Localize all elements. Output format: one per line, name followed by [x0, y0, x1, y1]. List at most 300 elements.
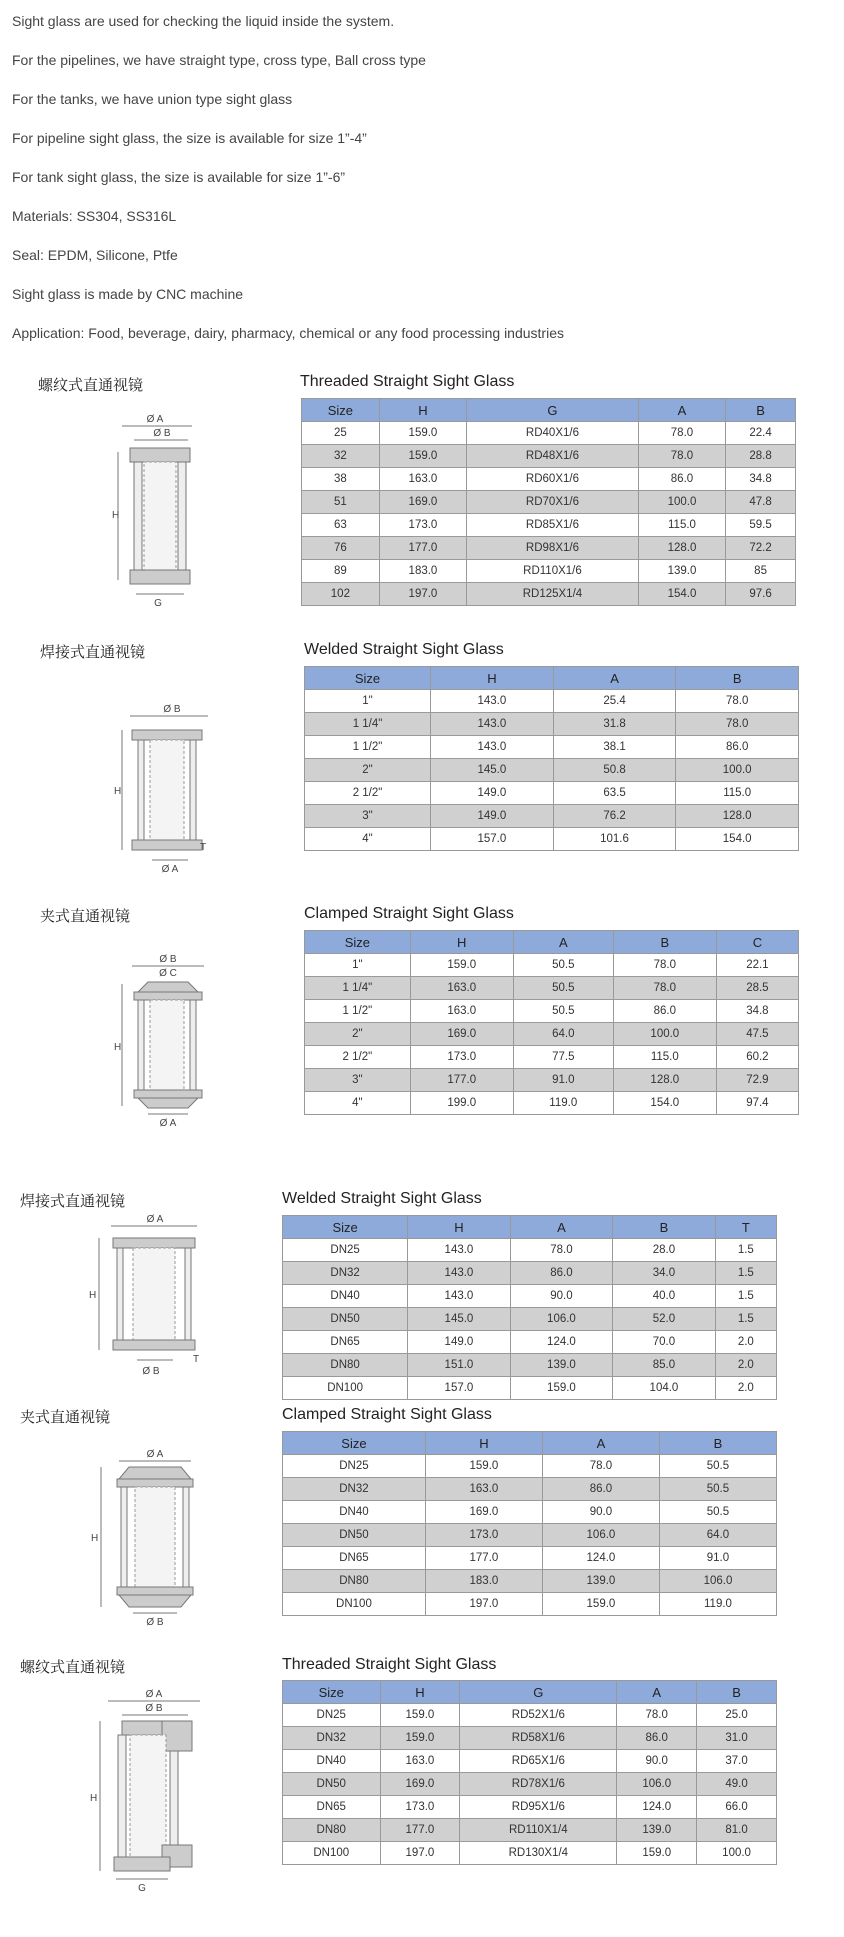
column-header: B	[726, 399, 796, 422]
table-cell: 151.0	[408, 1354, 511, 1377]
table-cell: 86.0	[676, 736, 799, 759]
table-cell: 76	[302, 537, 380, 560]
column-header: B	[697, 1681, 777, 1704]
table-cell: 159.0	[542, 1593, 659, 1616]
table-cell: 154.0	[638, 583, 725, 606]
table-cell: 25.4	[553, 690, 676, 713]
table-cell: DN32	[283, 1727, 381, 1750]
table-cell: 1.5	[715, 1262, 776, 1285]
table-cell: 89	[302, 560, 380, 583]
spec-table	[282, 1431, 777, 1616]
column-header: A	[542, 1432, 659, 1455]
table-cell: RD110X1/6	[467, 560, 639, 583]
section-title: Welded Straight Sight Glass	[282, 1190, 482, 1207]
table-cell: 115.0	[638, 514, 725, 537]
table-cell: RD48X1/6	[467, 445, 639, 468]
table-row	[283, 1331, 777, 1354]
table-cell: 91.0	[513, 1069, 613, 1092]
table-cell: DN80	[283, 1570, 426, 1593]
table-cell: 100.0	[613, 1023, 716, 1046]
table-cell: 128.0	[638, 537, 725, 560]
table-row	[283, 1819, 777, 1842]
dim-label: Ø B	[163, 704, 181, 715]
clamped-sight-glass-drawing	[85, 1445, 205, 1630]
table-row	[305, 977, 799, 1000]
table-cell: 159.0	[425, 1455, 542, 1478]
table-cell: 38	[302, 468, 380, 491]
column-header: Size	[283, 1216, 408, 1239]
column-header: H	[425, 1432, 542, 1455]
clamped-sight-glass-drawing	[108, 950, 218, 1130]
table-cell: RD65X1/6	[460, 1750, 617, 1773]
table-cell: 38.1	[553, 736, 676, 759]
table-cell: 90.0	[617, 1750, 697, 1773]
table-cell: 173.0	[425, 1524, 542, 1547]
column-header: H	[379, 399, 466, 422]
table-cell: 128.0	[676, 805, 799, 828]
table-cell: 64.0	[659, 1524, 776, 1547]
table-cell: 169.0	[425, 1501, 542, 1524]
table-cell: 76.2	[553, 805, 676, 828]
spec-table	[282, 1680, 777, 1865]
table-cell: 22.1	[716, 954, 798, 977]
table-cell: 50.5	[659, 1455, 776, 1478]
table-row	[283, 1501, 777, 1524]
table-cell: DN100	[283, 1842, 381, 1865]
table-cell: 86.0	[617, 1727, 697, 1750]
table-cell: 177.0	[425, 1547, 542, 1570]
table-row	[305, 1092, 799, 1115]
table-cell: 183.0	[425, 1570, 542, 1593]
table-cell: 115.0	[676, 782, 799, 805]
table-cell: 2 1/2"	[305, 1046, 411, 1069]
table-cell: 59.5	[726, 514, 796, 537]
dim-label: Ø A	[146, 414, 164, 425]
table-cell: 63	[302, 514, 380, 537]
table-cell: 78.0	[617, 1704, 697, 1727]
dim-label: T	[193, 1354, 200, 1365]
column-header: B	[659, 1432, 776, 1455]
table-cell: 72.2	[726, 537, 796, 560]
table-cell: 81.0	[697, 1819, 777, 1842]
table-cell: 100.0	[697, 1842, 777, 1865]
table-cell: 51	[302, 491, 380, 514]
dim-label: Ø B	[145, 1703, 163, 1714]
table-cell: 4"	[305, 1092, 411, 1115]
table-cell: 50.5	[513, 954, 613, 977]
intro-line: For pipeline sight glass, the size is available for size 1”-4”	[12, 130, 367, 146]
table-row	[302, 422, 796, 445]
dim-label: H	[114, 786, 122, 797]
table-cell: 143.0	[408, 1262, 511, 1285]
section-chinese-title: 焊接式直通视镜	[20, 1192, 126, 1210]
table-row	[305, 736, 799, 759]
table-cell: 34.8	[716, 1000, 798, 1023]
table-cell: 124.0	[542, 1547, 659, 1570]
table-cell: 28.8	[726, 445, 796, 468]
table-cell: DN40	[283, 1285, 408, 1308]
table-cell: 1"	[305, 954, 411, 977]
table-cell: 52.0	[613, 1308, 716, 1331]
table-cell: 50.5	[659, 1501, 776, 1524]
table-cell: RD58X1/6	[460, 1727, 617, 1750]
table-row	[283, 1455, 777, 1478]
intro-line: For tank sight glass, the size is available for size 1”-6”	[12, 169, 346, 185]
table-cell: 1.5	[715, 1285, 776, 1308]
table-cell: 90.0	[510, 1285, 613, 1308]
table-cell: 100.0	[638, 491, 725, 514]
table-cell: DN25	[283, 1239, 408, 1262]
table-row	[305, 759, 799, 782]
table-cell: 50.5	[513, 977, 613, 1000]
section-title: Welded Straight Sight Glass	[304, 641, 504, 658]
intro-line: Materials: SS304, SS316L	[12, 208, 177, 224]
intro-line: Seal: EPDM, Silicone, Ptfe	[12, 247, 178, 263]
table-cell: RD130X1/4	[460, 1842, 617, 1865]
table-cell: 2.0	[715, 1377, 776, 1400]
table-cell: 139.0	[510, 1354, 613, 1377]
table-cell: 97.4	[716, 1092, 798, 1115]
table-cell: DN65	[283, 1331, 408, 1354]
table-cell: 149.0	[408, 1331, 511, 1354]
table-cell: 163.0	[410, 977, 513, 1000]
table-cell: 159.0	[379, 422, 466, 445]
table-cell: 143.0	[408, 1239, 511, 1262]
table-cell: 115.0	[613, 1046, 716, 1069]
table-cell: 104.0	[613, 1377, 716, 1400]
table-cell: 159.0	[380, 1704, 460, 1727]
table-cell: 28.5	[716, 977, 798, 1000]
table-cell: 169.0	[410, 1023, 513, 1046]
table-cell: 32	[302, 445, 380, 468]
table-cell: 159.0	[380, 1727, 460, 1750]
section-title: Threaded Straight Sight Glass	[300, 373, 515, 390]
table-cell: 90.0	[542, 1501, 659, 1524]
table-cell: 173.0	[380, 1796, 460, 1819]
intro-line: Sight glass is made by CNC machine	[12, 286, 244, 302]
table-cell: 119.0	[513, 1092, 613, 1115]
table-row	[283, 1478, 777, 1501]
dim-label: H	[90, 1793, 98, 1804]
column-header: B	[613, 1216, 716, 1239]
table-cell: 1 1/2"	[305, 736, 431, 759]
table-cell: 70.0	[613, 1331, 716, 1354]
spec-table	[282, 1215, 777, 1400]
table-cell: 28.0	[613, 1239, 716, 1262]
table-cell: 159.0	[510, 1377, 613, 1400]
table-cell: 86.0	[638, 468, 725, 491]
table-cell: 124.0	[510, 1331, 613, 1354]
table-cell: DN80	[283, 1819, 381, 1842]
dim-label: H	[114, 1042, 122, 1053]
table-cell: 143.0	[431, 690, 554, 713]
table-row	[302, 583, 796, 606]
table-cell: 106.0	[542, 1524, 659, 1547]
table-cell: 139.0	[542, 1570, 659, 1593]
table-cell: 1.5	[715, 1308, 776, 1331]
table-cell: 86.0	[542, 1478, 659, 1501]
column-header: B	[676, 667, 799, 690]
table-row	[305, 1069, 799, 1092]
table-cell: 149.0	[431, 805, 554, 828]
column-header: G	[460, 1681, 617, 1704]
table-cell: DN32	[283, 1262, 408, 1285]
table-cell: 78.0	[613, 954, 716, 977]
dim-label: H	[112, 510, 120, 521]
column-header: B	[613, 931, 716, 954]
table-cell: RD125X1/4	[467, 583, 639, 606]
section-chinese-title: 夹式直通视镜	[20, 1408, 111, 1426]
table-cell: 2.0	[715, 1331, 776, 1354]
dim-label: Ø B	[146, 1617, 164, 1628]
table-cell: 197.0	[380, 1842, 460, 1865]
table-cell: 106.0	[617, 1773, 697, 1796]
table-row	[302, 491, 796, 514]
column-header: A	[553, 667, 676, 690]
table-row	[283, 1773, 777, 1796]
table-cell: 139.0	[638, 560, 725, 583]
intro-line: For the pipelines, we have straight type, cross type, Ball cross type	[12, 52, 426, 68]
table-row	[302, 560, 796, 583]
dim-label: Ø A	[159, 1118, 177, 1129]
table-row	[305, 1000, 799, 1023]
table-row	[305, 782, 799, 805]
dim-label: H	[91, 1533, 99, 1544]
table-cell: DN50	[283, 1524, 426, 1547]
table-cell: DN40	[283, 1501, 426, 1524]
dim-label: H	[89, 1290, 97, 1301]
table-row	[305, 828, 799, 851]
table-cell: 177.0	[410, 1069, 513, 1092]
table-cell: 177.0	[379, 537, 466, 560]
table-cell: RD95X1/6	[460, 1796, 617, 1819]
table-cell: 85.0	[613, 1354, 716, 1377]
table-cell: RD40X1/6	[467, 422, 639, 445]
table-cell: 169.0	[379, 491, 466, 514]
table-cell: 143.0	[431, 713, 554, 736]
table-cell: RD110X1/4	[460, 1819, 617, 1842]
welded-sight-glass-drawing	[85, 1210, 205, 1385]
table-cell: DN80	[283, 1354, 408, 1377]
table-cell: 78.0	[638, 445, 725, 468]
table-cell: 2 1/2"	[305, 782, 431, 805]
table-cell: DN40	[283, 1750, 381, 1773]
table-row	[283, 1547, 777, 1570]
table-cell: 173.0	[410, 1046, 513, 1069]
section-chinese-title: 焊接式直通视镜	[40, 643, 146, 661]
table-cell: 173.0	[379, 514, 466, 537]
table-row	[283, 1377, 777, 1400]
table-row	[283, 1524, 777, 1547]
table-row	[302, 537, 796, 560]
section-title: Clamped Straight Sight Glass	[282, 1406, 492, 1423]
table-cell: 1.5	[715, 1239, 776, 1262]
table-row	[283, 1842, 777, 1865]
table-row	[305, 1046, 799, 1069]
threaded-sight-glass-drawing	[88, 1685, 208, 1895]
intro-line: For the tanks, we have union type sight glass	[12, 91, 293, 107]
table-cell: 60.2	[716, 1046, 798, 1069]
dim-label: Ø A	[146, 1449, 164, 1460]
dim-label: Ø C	[159, 968, 177, 979]
column-header: H	[410, 931, 513, 954]
section-chinese-title: 螺纹式直通视镜	[20, 1658, 126, 1676]
table-cell: 34.8	[726, 468, 796, 491]
column-header: Size	[283, 1432, 426, 1455]
table-cell: 2"	[305, 1023, 411, 1046]
table-row	[302, 468, 796, 491]
table-row	[305, 713, 799, 736]
dim-label: T	[200, 842, 207, 853]
table-row	[305, 1023, 799, 1046]
table-cell: RD70X1/6	[467, 491, 639, 514]
column-header: A	[513, 931, 613, 954]
table-cell: 1 1/2"	[305, 1000, 411, 1023]
table-row	[283, 1570, 777, 1593]
column-header: H	[408, 1216, 511, 1239]
table-cell: 149.0	[431, 782, 554, 805]
table-cell: 31.0	[697, 1727, 777, 1750]
intro-line: Sight glass are used for checking the liquid inside the system.	[12, 13, 395, 29]
table-cell: 163.0	[379, 468, 466, 491]
table-cell: 47.5	[716, 1023, 798, 1046]
table-cell: 159.0	[379, 445, 466, 468]
section-title: Clamped Straight Sight Glass	[304, 905, 514, 922]
table-cell: 78.0	[613, 977, 716, 1000]
table-cell: 78.0	[542, 1455, 659, 1478]
table-cell: 106.0	[510, 1308, 613, 1331]
table-cell: 143.0	[431, 736, 554, 759]
table-row	[283, 1285, 777, 1308]
table-cell: 143.0	[408, 1285, 511, 1308]
table-cell: 86.0	[510, 1262, 613, 1285]
column-header: Size	[305, 667, 431, 690]
table-cell: 183.0	[379, 560, 466, 583]
table-cell: 22.4	[726, 422, 796, 445]
table-cell: 128.0	[613, 1069, 716, 1092]
column-header: G	[467, 399, 639, 422]
table-cell: RD85X1/6	[467, 514, 639, 537]
table-cell: 3"	[305, 1069, 411, 1092]
table-cell: DN25	[283, 1455, 426, 1478]
table-row	[305, 805, 799, 828]
table-cell: 145.0	[431, 759, 554, 782]
section-title: Threaded Straight Sight Glass	[282, 1656, 497, 1673]
dim-label: G	[154, 598, 162, 608]
table-cell: 3"	[305, 805, 431, 828]
table-row	[283, 1354, 777, 1377]
table-cell: 50.5	[659, 1478, 776, 1501]
table-row	[283, 1262, 777, 1285]
table-cell: 1 1/4"	[305, 713, 431, 736]
table-cell: 78.0	[676, 690, 799, 713]
table-cell: 25	[302, 422, 380, 445]
table-cell: 119.0	[659, 1593, 776, 1616]
welded-sight-glass-drawing	[108, 700, 218, 875]
column-header: T	[715, 1216, 776, 1239]
threaded-sight-glass-drawing	[100, 408, 210, 608]
table-cell: 78.0	[638, 422, 725, 445]
column-header: A	[510, 1216, 613, 1239]
table-cell: 77.5	[513, 1046, 613, 1069]
table-cell: 40.0	[613, 1285, 716, 1308]
table-cell: DN50	[283, 1773, 381, 1796]
table-row	[283, 1750, 777, 1773]
table-cell: 1"	[305, 690, 431, 713]
table-cell: 154.0	[676, 828, 799, 851]
section-chinese-title: 螺纹式直通视镜	[38, 376, 144, 394]
table-cell: 1 1/4"	[305, 977, 411, 1000]
spec-table	[304, 666, 799, 851]
table-cell: 4"	[305, 828, 431, 851]
column-header: C	[716, 931, 798, 954]
dim-label: Ø B	[142, 1366, 160, 1377]
table-cell: 97.6	[726, 583, 796, 606]
table-cell: DN65	[283, 1547, 426, 1570]
table-row	[302, 514, 796, 537]
table-cell: 86.0	[613, 1000, 716, 1023]
table-row	[283, 1593, 777, 1616]
table-row	[305, 954, 799, 977]
table-cell: DN100	[283, 1377, 408, 1400]
spec-table	[301, 398, 796, 606]
table-cell: DN25	[283, 1704, 381, 1727]
table-cell: 157.0	[431, 828, 554, 851]
intro-line: Application: Food, beverage, dairy, pharmacy, chemical or any food processing industries	[12, 325, 564, 341]
table-cell: 199.0	[410, 1092, 513, 1115]
intro-text	[12, 12, 812, 363]
table-cell: 197.0	[379, 583, 466, 606]
column-header: H	[431, 667, 554, 690]
column-header: Size	[283, 1681, 381, 1704]
table-cell: 163.0	[380, 1750, 460, 1773]
table-cell: 101.6	[553, 828, 676, 851]
table-row	[283, 1239, 777, 1262]
table-cell: 169.0	[380, 1773, 460, 1796]
table-cell: 163.0	[425, 1478, 542, 1501]
dim-label: Ø A	[161, 864, 179, 875]
column-header: H	[380, 1681, 460, 1704]
column-header: A	[638, 399, 725, 422]
table-cell: RD78X1/6	[460, 1773, 617, 1796]
table-cell: 154.0	[613, 1092, 716, 1115]
column-header: Size	[302, 399, 380, 422]
table-cell: 25.0	[697, 1704, 777, 1727]
dim-label: G	[138, 1883, 146, 1894]
table-cell: 197.0	[425, 1593, 542, 1616]
table-cell: 31.8	[553, 713, 676, 736]
table-cell: 163.0	[410, 1000, 513, 1023]
table-cell: 50.5	[513, 1000, 613, 1023]
table-cell: 2"	[305, 759, 431, 782]
table-cell: 145.0	[408, 1308, 511, 1331]
table-row	[305, 690, 799, 713]
column-header: A	[617, 1681, 697, 1704]
table-cell: 124.0	[617, 1796, 697, 1819]
table-row	[302, 445, 796, 468]
table-cell: RD60X1/6	[467, 468, 639, 491]
table-cell: 78.0	[510, 1239, 613, 1262]
table-cell: 100.0	[676, 759, 799, 782]
dim-label: Ø A	[146, 1214, 164, 1225]
section-chinese-title: 夹式直通视镜	[40, 907, 131, 925]
table-cell: DN100	[283, 1593, 426, 1616]
table-cell: 49.0	[697, 1773, 777, 1796]
table-row	[283, 1308, 777, 1331]
table-cell: 34.0	[613, 1262, 716, 1285]
table-row	[283, 1727, 777, 1750]
table-cell: DN50	[283, 1308, 408, 1331]
